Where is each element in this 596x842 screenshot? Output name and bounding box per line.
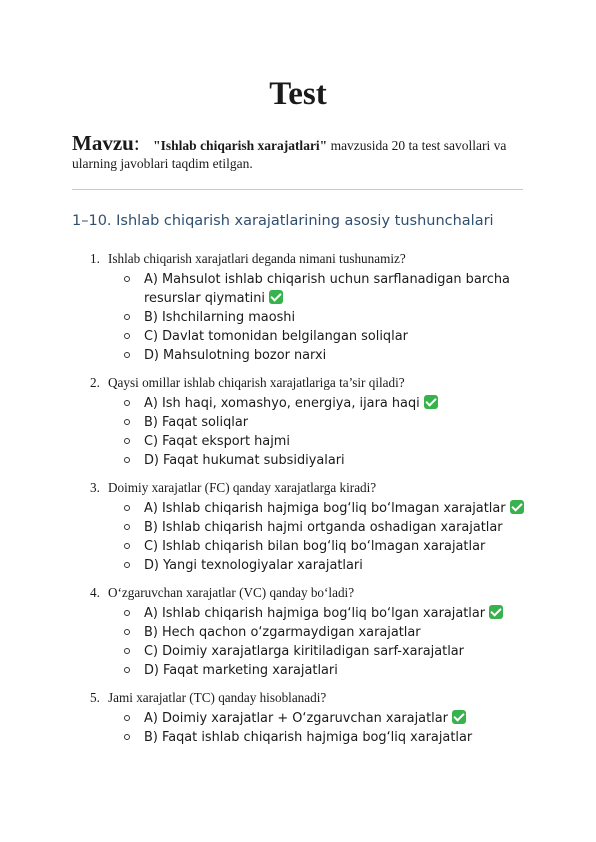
- question-text: [90, 479, 596, 496]
- circle-bullet-icon: [124, 562, 130, 568]
- answer-option-text: A) Mahsulot ishlab chiqarish uchun sarflanadigan barcha resurslar qiymatini: [144, 272, 510, 306]
- answer-option: [144, 642, 524, 661]
- circle-bullet-icon: [124, 715, 130, 721]
- question-text: [90, 250, 596, 267]
- answer-option-text: A) Ish haqi, xomashyo, energiya, ijara haqi: [144, 396, 420, 411]
- question-text: [90, 374, 596, 391]
- answer-option: [144, 413, 524, 432]
- answer-option-text: B) Faqat soliqlar: [144, 415, 249, 430]
- answer-option: [144, 556, 524, 575]
- check-mark-icon: [452, 710, 466, 724]
- circle-bullet-icon: [124, 648, 130, 654]
- answer-option-text: A) Ishlab chiqarish hajmiga bog‘liq bo‘lgan xarajatlar: [144, 606, 486, 621]
- subject-label: Mavzu: [72, 131, 134, 155]
- answer-option: [144, 451, 524, 470]
- subject-description: mavzusida 20 ta test savollari va ularning javoblari taqdim etilgan.: [72, 138, 507, 171]
- circle-bullet-icon: [124, 734, 130, 740]
- circle-bullet-icon: [124, 524, 130, 530]
- answer-option-text: C) Ishlab chiqarish bilan bog‘liq bo‘lmagan xarajatlar: [144, 539, 486, 554]
- question-item: [0, 584, 596, 680]
- answer-option-text: D) Mahsulotning bozor narxi: [144, 348, 327, 363]
- check-mark-icon: [269, 290, 283, 304]
- circle-bullet-icon: [124, 333, 130, 339]
- check-mark-icon: [424, 395, 438, 409]
- question-label: Ishlab chiqarish xarajatlari deganda nimani tushunamiz?: [108, 251, 406, 266]
- question-number: 4.: [90, 585, 100, 600]
- question-label: Jami xarajatlar (TC) qanday hisoblanadi?: [108, 690, 327, 705]
- check-mark-icon: [510, 500, 524, 514]
- answer-option: [144, 499, 524, 518]
- circle-bullet-icon: [124, 314, 130, 320]
- answer-option: [144, 604, 524, 623]
- subject-colon: :: [133, 131, 140, 155]
- question-label: Qaysi omillar ishlab chiqarish xarajatlariga ta’sir qiladi?: [108, 375, 405, 390]
- answer-option-text: D) Faqat hukumat subsidiyalari: [144, 453, 345, 468]
- answer-options: [0, 499, 596, 575]
- circle-bullet-icon: [124, 505, 130, 511]
- answer-option: [144, 537, 524, 556]
- circle-bullet-icon: [124, 400, 130, 406]
- horizontal-divider: [72, 189, 523, 190]
- answer-option-text: B) Ishchilarning maoshi: [144, 310, 296, 325]
- answer-option-text: D) Faqat marketing xarajatlari: [144, 663, 338, 678]
- answer-option: [144, 270, 524, 308]
- answer-option: [144, 432, 524, 451]
- answer-option-text: B) Hech qachon o‘zgarmaydigan xarajatlar: [144, 625, 421, 640]
- question-text: [90, 584, 596, 601]
- circle-bullet-icon: [124, 438, 130, 444]
- question-list: [0, 250, 596, 756]
- answer-option: [144, 661, 524, 680]
- answer-option-text: B) Faqat ishlab chiqarish hajmiga bog‘liq xarajatlar: [144, 730, 473, 745]
- answer-option: [144, 728, 524, 747]
- question-item: [0, 250, 596, 365]
- circle-bullet-icon: [124, 543, 130, 549]
- question-number: 5.: [90, 690, 100, 705]
- circle-bullet-icon: [124, 610, 130, 616]
- question-item: [0, 689, 596, 747]
- answer-options: [0, 394, 596, 470]
- answer-option: [144, 518, 524, 537]
- circle-bullet-icon: [124, 352, 130, 358]
- question-number: 2.: [90, 375, 100, 390]
- circle-bullet-icon: [124, 667, 130, 673]
- question-number: 3.: [90, 480, 100, 495]
- circle-bullet-icon: [124, 457, 130, 463]
- question-item: [0, 479, 596, 575]
- answer-option: [144, 346, 524, 365]
- question-text: [90, 689, 596, 706]
- subject-paragraph: [72, 131, 532, 173]
- check-mark-icon: [489, 605, 503, 619]
- answer-option-text: D) Yangi texnologiyalar xarajatlari: [144, 558, 363, 573]
- answer-option: [144, 623, 524, 642]
- answer-option: [144, 327, 524, 346]
- question-label: Doimiy xarajatlar (FC) qanday xarajatlarga kiradi?: [108, 480, 377, 495]
- answer-options: [0, 604, 596, 680]
- answer-option: [144, 709, 524, 728]
- page-title: Test: [269, 76, 327, 112]
- circle-bullet-icon: [124, 276, 130, 282]
- subject-topic: "Ishlab chiqarish xarajatlari": [153, 138, 328, 153]
- answer-option-text: A) Doimiy xarajatlar + O‘zgaruvchan xarajatlar: [144, 711, 448, 726]
- answer-option: [144, 308, 524, 327]
- answer-option: [144, 394, 524, 413]
- answer-options: [0, 709, 596, 747]
- section-heading: 1–10. Ishlab chiqarish xarajatlarining asosiy tushunchalari: [72, 213, 494, 229]
- answer-option-text: B) Ishlab chiqarish hajmi ortganda oshadigan xarajatlar: [144, 520, 503, 535]
- answer-option-text: C) Davlat tomonidan belgilangan soliqlar: [144, 329, 408, 344]
- circle-bullet-icon: [124, 629, 130, 635]
- circle-bullet-icon: [124, 419, 130, 425]
- question-number: 1.: [90, 251, 100, 266]
- answer-option-text: A) Ishlab chiqarish hajmiga bog‘liq bo‘lmagan xarajatlar: [144, 501, 506, 516]
- answer-option-text: C) Doimiy xarajatlarga kiritiladigan sarf-xarajatlar: [144, 644, 464, 659]
- answer-option-text: C) Faqat eksport hajmi: [144, 434, 290, 449]
- question-item: [0, 374, 596, 470]
- question-label: O‘zgaruvchan xarajatlar (VC) qanday bo‘ladi?: [108, 585, 355, 600]
- answer-options: [0, 270, 596, 365]
